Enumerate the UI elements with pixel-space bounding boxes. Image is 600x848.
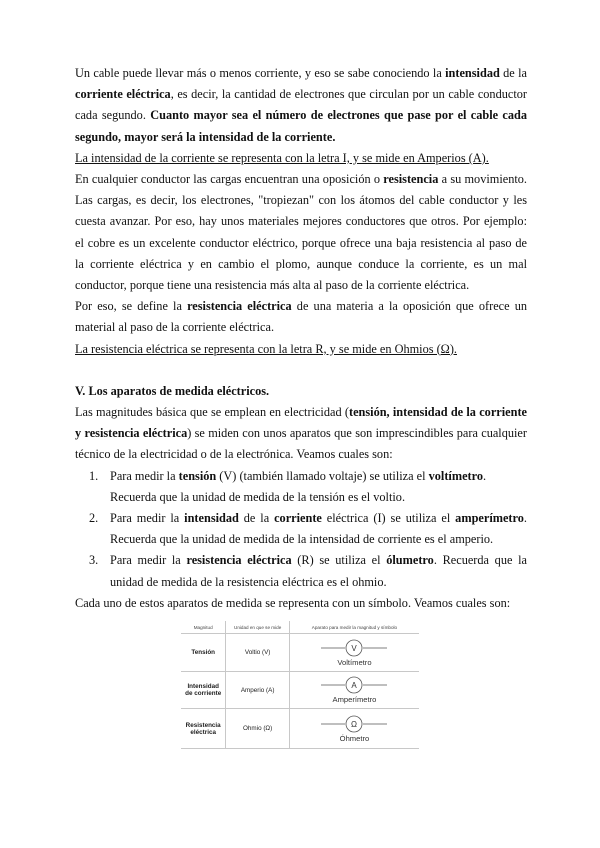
table-row: Resistencia eléctrica Ohmio (Ω) Ω Óhmetro (181, 709, 419, 749)
resistance-definition: La resistencia eléctrica se representa con la letra R, y se mide en Ohmios (Ω). (75, 341, 457, 356)
intensity-definition: La intensidad de la corriente se representa con la letra I, y se mide en Amperios (A). (75, 150, 489, 165)
ohmmeter-symbol-icon (319, 715, 389, 733)
header-unit: Unidad en que se mide (226, 621, 290, 634)
ammeter-symbol-icon (319, 676, 389, 694)
paragraph-symbols: Cada uno de estos aparatos de medida se representa con un símbolo. Veamos cuales son: (75, 595, 511, 610)
svg-text:V: V (351, 643, 358, 653)
table-row: Tensión Voltio (V) V Voltímetro (181, 634, 419, 672)
table-row: Intensidad de corriente Amperio (A) A Amperímetro (181, 672, 419, 709)
paragraph-magnitudes: Las magnitudes básica que se emplean en electricidad (tensión, intensidad de la corriente y resistencia eléctrica) se miden con unos aparatos que son imprescindibles para cualquier técnico de la electricidad o de la electrónica. Veamos cuales son: (75, 405, 527, 462)
section-heading: V. Los aparatos de medida eléctricos. (75, 383, 270, 398)
instrument-list (75, 466, 527, 593)
list-item: 1. Para medir la tensión (V) (también llamado voltaje) se utiliza el voltímetro. Recuerda que la unidad de medida de la tensión es el voltio. (89, 468, 487, 504)
paragraph-resistance-definition: Por eso, se define la resistencia eléctrica de una materia a la oposición que ofrece un material al paso de la corriente eléctrica. (75, 299, 528, 335)
header-magnitude: Magnitud (181, 621, 226, 634)
instruments-table (181, 621, 419, 749)
list-item: 3. Para medir la resistencia eléctrica (R) se utiliza el ólumetro. Recuerda que la unidad de medida de la resistencia eléctrica es el ohmio. (89, 553, 527, 589)
document-body (75, 63, 527, 614)
paragraph-intensity: Un cable puede llevar más o menos corriente, y eso se sabe conociendo la intensidad de la corriente eléctrica, es decir, la cantidad de electrones que circulan por un cable conductor cada segundo. Cuanto mayor sea el número de electrones que pase por el cable cada segundo, mayor será la intensidad de la corriente. (75, 66, 528, 144)
svg-text:A: A (351, 681, 358, 690)
svg-text:Ω: Ω (351, 719, 358, 729)
list-item: 2. Para medir la intensidad de la corriente eléctrica (I) se utiliza el amperímetro. Recuerda que la unidad de medida de la intensidad de corriente es el amperio. (89, 511, 527, 547)
paragraph-resistance: En cualquier conductor las cargas encuentran una oposición o resistencia a su movimiento. Las cargas, es decir, los electrones, "tropiezan" con los átomos del cable conductor y les cuesta avanzar. Por eso, hay unos materiales mejores conductores que otros. Por ejemplo: el cobre es un excelente conductor eléctrico, porque ofrece una baja resistencia al paso de la corriente eléctrica y en cambio el plomo, aunque conduce la corriente, es un mal conductor, porque tiene una resistencia más alta al paso de la corriente eléctrica. (75, 172, 527, 293)
header-device: Aparato para medir la magnitud y símbolo (289, 621, 419, 634)
table-header-row (181, 621, 419, 634)
voltmeter-symbol-icon (319, 639, 389, 657)
